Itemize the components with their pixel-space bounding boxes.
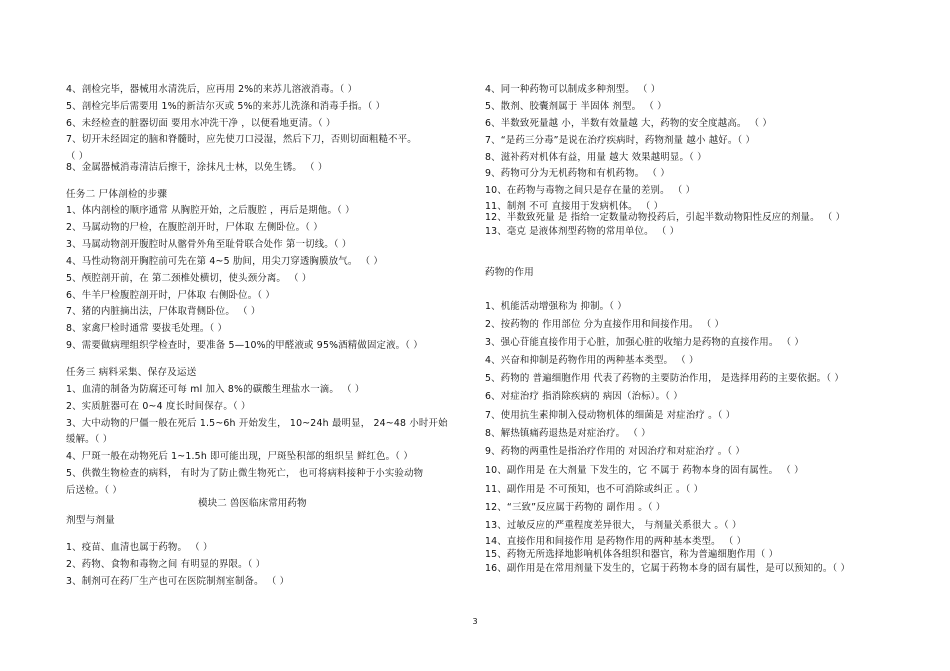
item-line: 8、家禽尸检时通常 要拔毛处理。（ ） [66,323,228,334]
item-line: 9、药物可分为无机药物和有机药物。 （ ） [485,168,670,179]
item-line: 4、剖检完毕，器械用水清洗后，应再用 2%的来苏儿溶液消毒。（ ） [66,84,358,95]
item-line: 8、解热镇痛药退热是对症治疗。 （ ） [485,428,651,439]
item-line: 2、实质脏器可在 0~4 度长时间保存。（ ） [66,401,251,412]
item-line: 2、按药物的 作用部位 分为直接作用和间接作用。 （ ） [485,319,725,330]
item-line: 6、对症治疗 指消除疾病的 病因（治标）。（ ） [485,391,683,402]
item-line: 1、血清的制备为防腐还可每 ml 加入 8%的碳酸生理盐水一滴。 （ ） [66,384,365,395]
item-line: 13、过敏反应的严重程度差异很大， 与剂量关系很大 。（ ） [485,520,742,531]
item-line: 9、需要做病理组织学检查时，要准备 5—10%的甲醛液或 95%酒精做固定液。（ ） [66,340,423,351]
item-line: 15、药物无所选择地影响机体各组织和器官，称为普遍细胞作用（ ） [485,549,779,560]
section-heading-action: 药物的作用 [485,267,534,278]
item-line: 4、兴奋和抑制是药物作用的两种基本类型。 （ ） [485,355,699,366]
item-line: 2、马属动物的尸检，在腹腔剖开时，尸体取 左侧卧位。（ ） [66,222,323,233]
page-number: 3 [472,617,478,626]
item-line: 5、颅腔剖开前，在 第二颈椎处横切，使头颈分离。 （ ） [66,273,312,284]
item-line: 7、切开未经固定的脑和脊髓时，应先使刀口浸湿，然后下刀，否则切面粗糙不平。 [66,134,417,145]
item-line: 10、在药物与毒物之间只是存在量的差别。 （ ） [485,185,696,196]
item-line: 5、剖检完毕后需要用 1%的新洁尔灭或 5%的来苏儿洗涤和消毒手指。（ ） [66,101,386,112]
item-line: 5、药物的 普遍细胞作用 代表了药物的主要防治作用， 是选择用药的主要依据。（ ） [485,373,844,384]
item-line: 14、直接作用和间接作用 是药物作用的两种基本类型。 （ ） [485,536,747,547]
item-line: 8、金属器械消毒清洁后擦干，涂抹凡士林，以免生锈。 （ ） [66,162,328,173]
item-line: 3、马属动物剖开腹腔时从髂骨外角至耻骨联合处作 第一切线。（ ） [66,239,352,250]
item-line: 11、制剂 不可 直接用于发病机体。 （ ） [485,201,664,212]
item-line: 4、尸斑一般在动物死后 1~1.5h 即可能出现，尸斑坠积部的组织呈 鲜红色。（ ） [66,451,413,462]
task3-heading: 任务三 病料采集、保存及运送 [66,367,197,378]
item-line: 6、半数致死量越 小，半数有效量越 大，药物的安全度越高。 （ ） [485,118,772,129]
item-line: 11、副作用是 不可预知，也不可消除或纠正 。（ ） [485,484,704,495]
item-line: 缓解。（ ） [66,434,113,445]
item-line: 7、“是药三分毒”是说在治疗疾病时，药物剂量 越小 越好。（ ） [485,135,756,146]
item-line: 1、机能活动增强称为 抑制。（ ） [485,301,627,312]
item-line: 3、大中动物的尸僵一般在死后 1.5~6h 开始发生， 10~24h 最明显， 24~48 小时开始 [66,418,448,429]
item-line: （ ） [66,151,89,162]
item-line: 5、供微生物检查的病料， 有时为了防止微生物死亡， 也可将病料接种于小实验动物 [66,468,424,479]
task2-heading: 任务二 尸体剖检的步骤 [66,189,168,200]
item-line: 1、体内剖检的顺序通常 从胸腔开始，之后腹腔 ，再后是期他。（ ） [66,205,355,216]
item-line: 6、牛羊尸检腹腔剖开时，尸体取 右侧卧位。（ ） [66,290,275,301]
item-line: 7、使用抗生素抑制入侵动物机体的细菌是 对症治疗 。（ ） [485,410,736,421]
item-line: 13、毫克 是液体剂型药物的常用单位。 （ ） [485,226,680,237]
module-title: 模块二 兽医临床常用药物 [198,498,307,509]
section-heading-dosage: 剂型与剂量 [66,515,115,526]
item-line: 4、马性动物剖开胸腔前可先在第 4~5 肋间，用尖刀穿透胸膜放气。 （ ） [66,256,383,267]
item-line: 4、同一种药物可以制成多种剂型。 （ ） [485,84,661,95]
item-line: 1、疫苗、血清也属于药物。 （ ） [66,542,213,553]
item-line: 12、“三致”反应属于药物的 副作用 。（ ） [485,502,666,513]
item-line: 6、未经检查的脏器切面 要用水冲洗干净 ，以便看地更清。（ ） [66,118,336,129]
item-line: 3、制剂可在药厂生产也可在医院制剂室制备。 （ ） [66,576,290,587]
item-line: 16、副作用是在常用剂量下发生的，它属于药物本身的固有属性，是可以预知的。（ ） [485,563,851,574]
item-line: 5、散剂、胶囊剂属于 半固体 剂型。 （ ） [485,101,667,112]
item-line: 10、副作用是 在大剂量 下发生的，它 不属于 药物本身的固有属性。 （ ） [485,465,804,476]
item-line: 7、猪的内脏摘出法，尸体取背侧卧位。 （ ） [66,306,261,317]
item-line: 9、药物的两重性是指治疗作用的 对因治疗和对症治疗 。（ ） [485,446,745,457]
item-line: 后送检。（ ） [66,485,122,496]
item-line: 8、滋补药对机体有益，用量 越大 效果越明显。（ ） [485,152,707,163]
item-line: 2、药物、食物和毒物之间 有明显的界限。（ ） [66,559,266,570]
item-line: 12、半数致死量 是 指给一定数量动物投药后，引起半数动物阳性反应的剂量。 （ ） [485,212,846,223]
item-line: 3、强心苷能直接作用于心脏，加强心脏的收缩力是药物的直接作用。 （ ） [485,337,804,348]
